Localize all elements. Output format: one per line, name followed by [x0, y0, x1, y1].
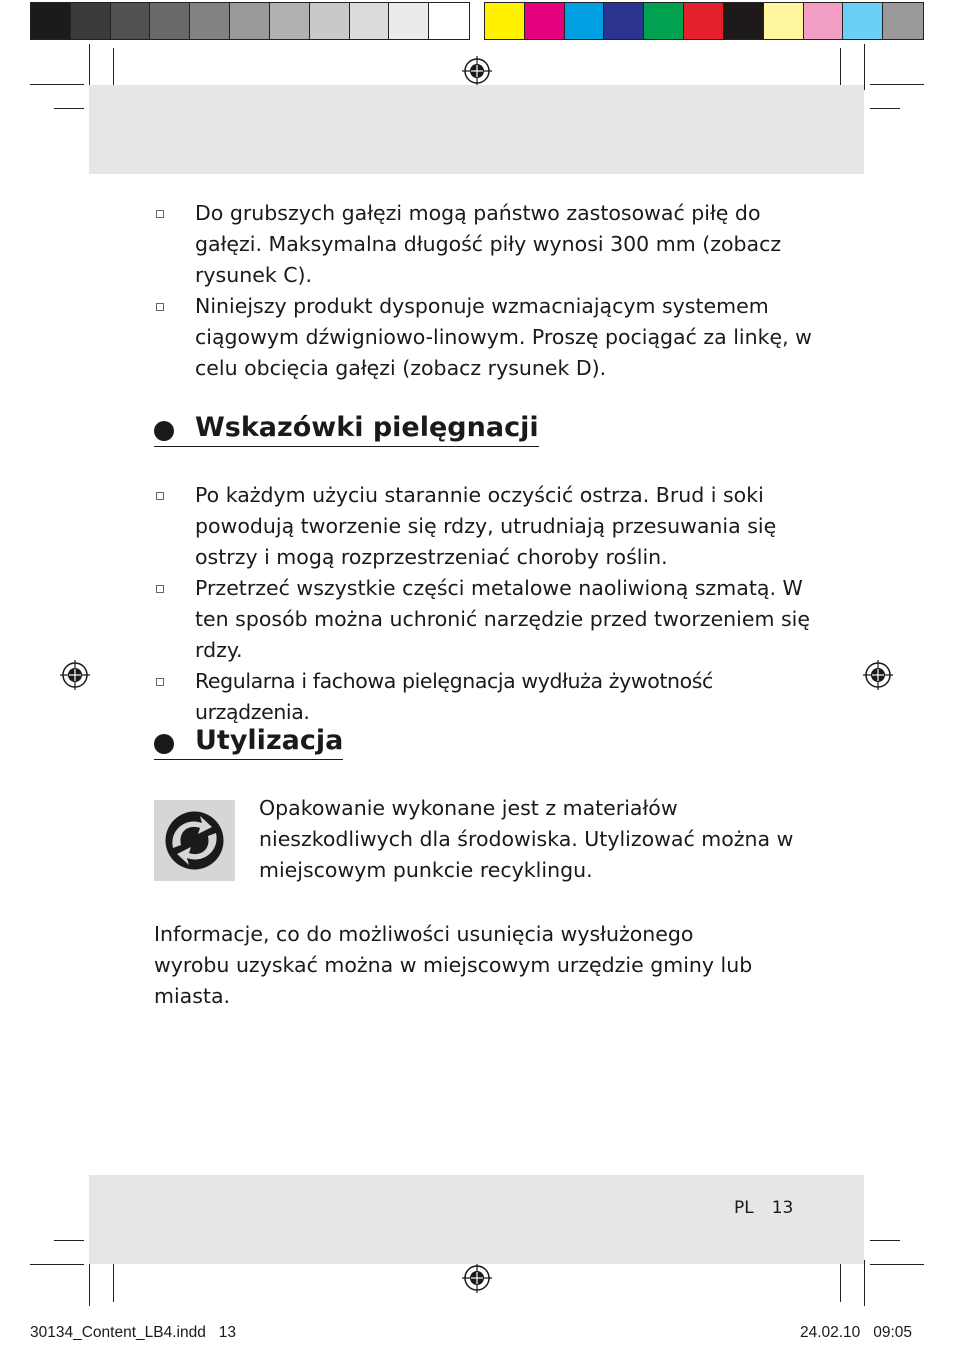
list-item-text: Przetrzeć wszystkie części metalowe naoliwioną szmatą. W ten sposób można uchronić narzędzie przed tworzeniem się rdzy.: [195, 576, 810, 662]
section-heading-care: [154, 412, 539, 447]
registration-mark-icon: [462, 56, 492, 86]
page-language: PL: [734, 1198, 754, 1218]
crop-mark: [864, 1260, 865, 1306]
color-swatch: [604, 3, 644, 39]
intro-list: [154, 198, 814, 384]
checkbox-bullet-icon: [156, 585, 164, 593]
list-item: [154, 573, 814, 666]
print-file-info: 30134_Content_LB4.indd 13: [30, 1324, 236, 1341]
color-swatch: [389, 3, 429, 39]
list-item: [154, 291, 814, 384]
process-color-bar: [484, 2, 924, 40]
color-swatch: [843, 3, 883, 39]
footer-band: [89, 1175, 864, 1264]
color-swatch: [804, 3, 844, 39]
heading-bullet-icon: [154, 421, 174, 441]
checkbox-bullet-icon: [156, 210, 164, 218]
list-item-text: Po każdym użyciu starannie oczyścić ostrza. Brud i soki powodują tworzenie się rdzy, utrudniają przesuwania się ostrzy i mogą rozprzestrzeniać choroby roślin.: [195, 483, 777, 569]
list-item: [154, 666, 814, 728]
crop-mark: [113, 48, 114, 90]
color-swatch: [883, 3, 923, 39]
registration-mark-icon: [60, 660, 90, 690]
print-timestamp: 24.02.10 09:05: [799, 1324, 912, 1341]
checkbox-bullet-icon: [156, 492, 164, 500]
heading-text: Utylizacja: [195, 725, 344, 756]
grayscale-color-bar: [30, 2, 470, 40]
green-dot-recycling-icon: [154, 800, 235, 881]
disposal-info-text: Informacje, co do możliwości usunięcia wysłużonego wyrobu uzyskać można w miejscowym urzędzie gminy lub miasta.: [154, 922, 753, 1008]
list-item-text: Do grubszych gałęzi mogą państwo zastosować piłę do gałęzi. Maksymalna długość piły wynosi 300 mm (zobacz rysunek C).: [195, 201, 782, 287]
registration-mark-icon: [863, 660, 893, 690]
color-swatch: [31, 3, 71, 39]
crop-mark: [870, 84, 924, 85]
crop-mark: [54, 1240, 84, 1241]
list-item-text: Regularna i fachowa pielęgnacja wydłuża żywotność urządzenia.: [195, 669, 713, 724]
heading-text: Wskazówki pielęgnacji: [195, 412, 539, 443]
crop-mark: [30, 1264, 84, 1265]
crop-mark: [89, 44, 90, 90]
crop-mark: [864, 44, 865, 90]
page-number-value: 13: [771, 1198, 794, 1218]
heading-bullet-icon: [154, 734, 174, 754]
crop-mark: [870, 1240, 900, 1241]
header-band: [89, 85, 864, 174]
list-item: [154, 198, 814, 291]
color-swatch: [485, 3, 525, 39]
checkbox-bullet-icon: [156, 678, 164, 686]
page-number: [734, 1198, 793, 1218]
crop-mark: [870, 1264, 924, 1265]
crop-mark: [113, 1260, 114, 1302]
crop-mark: [89, 1260, 90, 1306]
checkbox-bullet-icon: [156, 303, 164, 311]
color-swatch: [350, 3, 390, 39]
list-item: [154, 480, 814, 573]
crop-mark: [54, 108, 84, 109]
list-item-text: Niniejszy produkt dysponuje wzmacniającym systemem ciągowym dźwigniowo-linowym. Proszę pociągać za linkę, w celu obcięcia gałęzi (zobacz rysunek D).: [195, 294, 812, 380]
color-swatch: [525, 3, 565, 39]
color-swatch: [565, 3, 605, 39]
color-swatch: [111, 3, 151, 39]
crop-mark: [870, 108, 900, 109]
section-heading-disposal: [154, 725, 343, 760]
color-swatch: [230, 3, 270, 39]
color-swatch: [429, 3, 469, 39]
color-swatch: [150, 3, 190, 39]
color-swatch: [270, 3, 310, 39]
crop-mark: [840, 48, 841, 90]
packaging-text: Opakowanie wykonane jest z materiałów nieszkodliwych dla środowiska. Utylizować można w miejscowym punkcie recyklingu.: [259, 796, 794, 882]
color-swatch: [724, 3, 764, 39]
color-swatch: [684, 3, 724, 39]
color-swatch: [764, 3, 804, 39]
crop-mark: [840, 1260, 841, 1302]
color-swatch: [71, 3, 111, 39]
care-list: [154, 480, 814, 728]
color-swatch: [644, 3, 684, 39]
color-swatch: [190, 3, 230, 39]
registration-mark-icon: [462, 1263, 492, 1293]
crop-mark: [30, 84, 84, 85]
color-swatch: [310, 3, 350, 39]
